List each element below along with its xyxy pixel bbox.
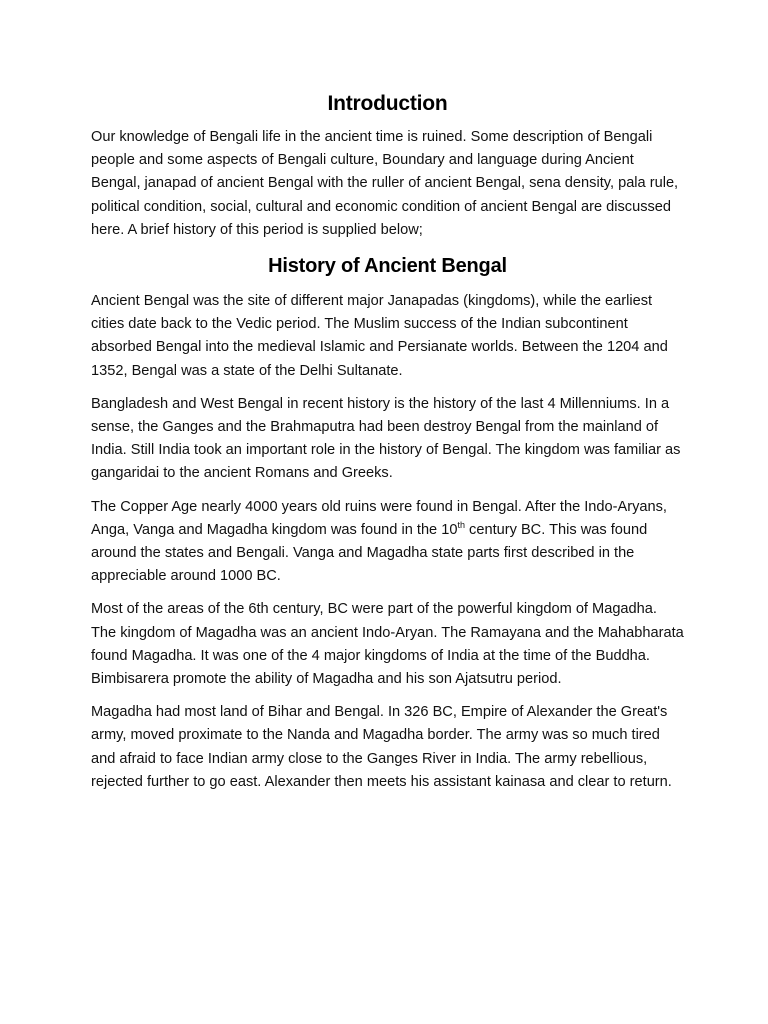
history-paragraph-3 bbox=[91, 496, 684, 589]
introduction-paragraph: Our knowledge of Bengali life in the ancient time is ruined. Some description of Bengali people and some aspects of Bengali culture, Boundary and language during Ancient Bengal, janapad of ancient Bengal with the ruller of ancient Bengal, sena density, pala rule, political condition, social, cultural and economic condition of ancient Bengal are discussed here. A brief history of this period is supplied below; bbox=[91, 129, 679, 238]
history-paragraph-1: Ancient Bengal was the site of different major Janapadas (kingdoms), while the earliest cities date back to the Vedic period. The Muslim success of the Indian subcontinent absorbed Bengal into the medieval Islamic and Persianate worlds. Between the 1204 and 1352, Bengal was a state of the Delhi Sultanate. bbox=[91, 293, 668, 379]
history-paragraph-2: Bangladesh and West Bengal in recent history is the history of the last 4 Millenniums. In a sense, the Ganges and the Brahmaputra had been destroy Bengal from the mainland of India. Still India took an important role in the history of Bengal. The kingdom was familiar as gangaridai to the ancient Romans and Greeks. bbox=[91, 395, 681, 482]
history-paragraph-3-text-a: The Copper Age nearly 4000 years old ruins were found in Bengal. After the Indo-Aryans, Anga, Vanga and Magadha kingdom was found in the 10 bbox=[91, 498, 667, 538]
ordinal-superscript: th bbox=[457, 519, 465, 530]
history-heading: History of Ancient Bengal bbox=[268, 255, 507, 278]
introduction-heading: Introduction bbox=[327, 92, 448, 115]
history-paragraph-3-text-b: century BC. This was found around the states and Bengali. Vanga and Magadha state parts first described in the appreciable around 1000 BC. bbox=[91, 521, 648, 585]
history-paragraph-5: Magadha had most land of Bihar and Bengal. In 326 BC, Empire of Alexander the Great's army, moved proximate to the Nanda and Magadha border. The army was so much tired and afraid to face Indian army close to the Ganges River in India. The army rebellious, rejected further to go east. Alexander then meets his assistant kainasa and clear to return. bbox=[91, 704, 672, 790]
history-paragraph-4: Most of the areas of the 6th century, BC were part of the powerful kingdom of Magadha. The kingdom of Magadha was an ancient Indo-Aryan. The Ramayana and the Mahabharata found Magadha. It was one of the 4 major kingdoms of India at the time of the Buddha. Bimbisarera promote the ability of Magadha and his son Ajatsutru period. bbox=[91, 601, 684, 688]
